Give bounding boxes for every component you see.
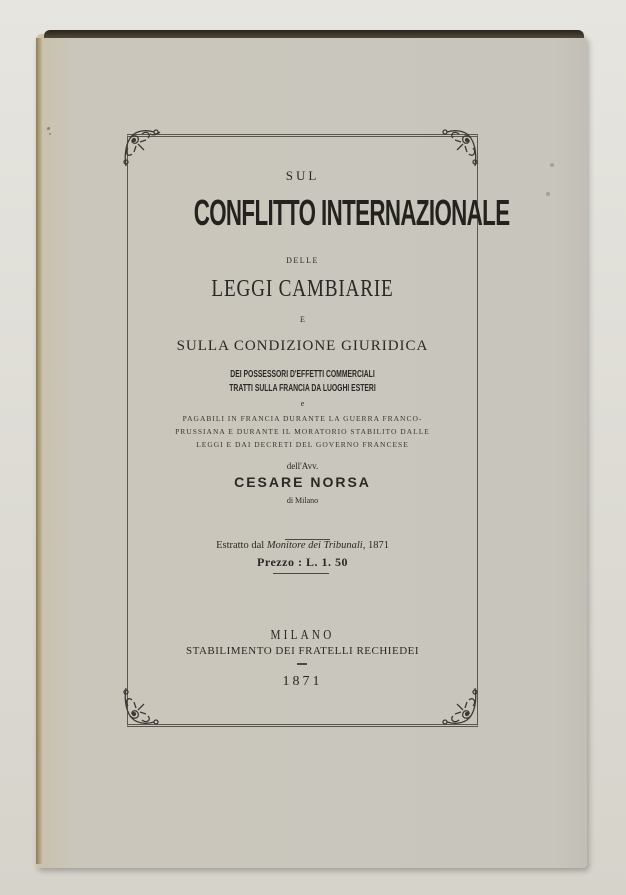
corner-ornament-icon [437, 684, 481, 728]
price: Prezzo : L. 1. 50 [257, 555, 348, 569]
author-name: CESARE NORSA [234, 474, 371, 490]
corner-ornament-icon [437, 126, 481, 170]
divider-rule [273, 573, 329, 574]
corner-ornament-icon [120, 684, 164, 728]
extract-note [127, 540, 478, 551]
holders-line-2: TRATTI SULLA FRANCIA DA LUOGHI ESTERI [229, 383, 376, 394]
book-spine-edge [36, 38, 42, 864]
subtitle: SULLA CONDIZIONE GIURIDICA [176, 338, 429, 354]
holders-line-1: DEI POSSESSORI D'EFFETTI COMMERCIALI [230, 369, 375, 380]
author-city: di Milano [286, 496, 319, 505]
foxing-spot [550, 163, 554, 167]
extract-source: Monitore dei Tribunali [266, 540, 363, 551]
subject-title: LEGGI CAMBIARIE [211, 276, 394, 302]
author-prefix: dell'Avv. [286, 461, 319, 471]
corner-ornament-icon [120, 126, 164, 170]
payable-line-1: PAGABILI IN FRANCIA DURANTE LA GUERRA FRANCO- [182, 414, 423, 423]
divider-dash [297, 663, 307, 665]
imprint-publisher: STABILIMENTO DEI FRATELLI RECHIEDEI [185, 645, 420, 657]
conjunction: E [300, 315, 305, 324]
imprint-year: 1871 [282, 674, 323, 689]
title-prefix: SUL [285, 168, 320, 183]
payable-line-3: LEGGI E DAI DECRETI DEL GOVERNO FRANCESE [196, 440, 409, 449]
title-connector: DELLE [286, 256, 319, 265]
extract-year: , 1871 [362, 540, 389, 551]
book-top-edge [44, 30, 584, 38]
payable-line-2: PRUSSIANA E DURANTE IL MORATORIO STABILITO DALLE [175, 427, 430, 436]
main-title: CONFLITTO INTERNAZIONALE [193, 192, 510, 233]
imprint-city: MILANO [270, 628, 335, 643]
extract-prefix: Estratto dal [216, 540, 267, 551]
foxing-spot [546, 192, 550, 196]
foxing-spot [49, 133, 51, 135]
conjunction: e [300, 399, 305, 408]
foxing-spot [47, 127, 50, 130]
